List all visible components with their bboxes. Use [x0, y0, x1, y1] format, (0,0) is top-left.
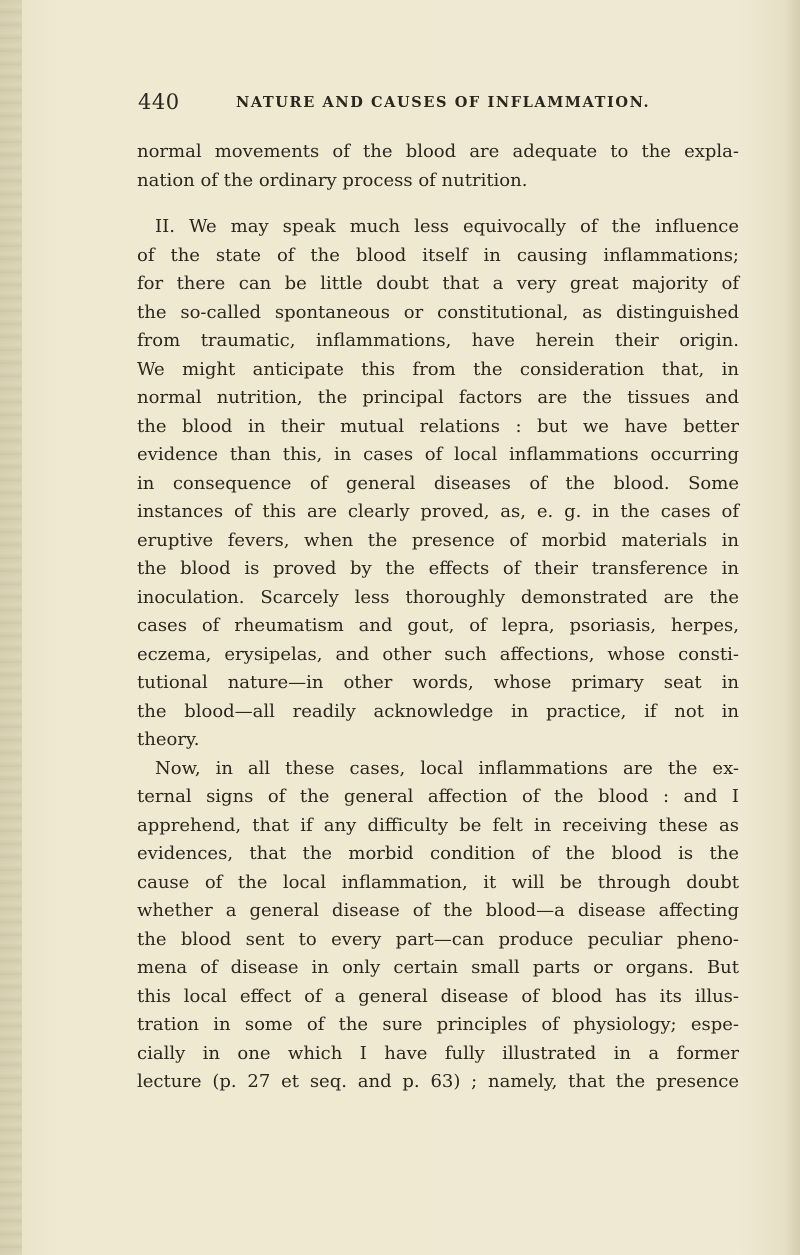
text-line: ternal signs of the general affection of the blood : and I [137, 786, 739, 807]
text-line: in consequence of general diseases of the blood. Some [137, 472, 739, 494]
text-line: cases of rheumatism and gout, of lepra, psoriasis, herpes, [137, 615, 739, 636]
text-line: the blood is proved by the effects of their transference in [137, 558, 739, 579]
text-line: the blood sent to every part—can produce peculiar pheno- [137, 928, 739, 950]
text-line: the so-called spontaneous or constitutional, as distinguished [137, 301, 739, 323]
text-line: tration in some of the sure principles of physiology; espe- [137, 1014, 739, 1035]
text-line: the blood—all readily acknowledge in practice, if not in [137, 700, 739, 722]
paragraph [137, 213, 739, 755]
text-line: apprehend, that if any difficulty be felt in receiving these as [137, 814, 739, 836]
page-header [138, 90, 738, 120]
text-line: cause of the local inflammation, it will be through doubt [137, 871, 739, 893]
text-line: Now, in all these cases, local inflammations are the ex- [155, 757, 739, 779]
text-line: instances of this are clearly proved, as, e. g. in the cases of [137, 501, 739, 522]
text-line: II. We may speak much less equivocally of the influence [155, 216, 739, 237]
paragraph-gap [137, 195, 739, 213]
text-line: normal movements of the blood are adequate to the expla- [137, 141, 739, 162]
paragraph [137, 138, 739, 195]
text-line: nation of the ordinary process of nutrition. [137, 169, 528, 191]
text-line: cially in one which I have fully illustrated in a former [137, 1042, 739, 1064]
text-line: normal nutrition, the principal factors are the tissues and [137, 387, 739, 408]
text-line: eczema, erysipelas, and other such affections, whose consti- [137, 643, 739, 665]
text-line: whether a general disease of the blood—a disease affecting [137, 900, 739, 921]
text-line: eruptive fevers, when the presence of morbid materials in [137, 529, 739, 551]
text-line: lecture (p. 27 et seq. and p. 63) ; namely, that the presence [137, 1071, 739, 1092]
page-number: 440 [138, 90, 180, 114]
text-line: of the state of the blood itself in causing inflammations; [137, 244, 739, 266]
text-line: for there can be little doubt that a very great majority of [137, 273, 739, 294]
page-binding-edge [0, 0, 22, 1255]
text-line: from traumatic, inflammations, have herein their origin. [137, 330, 739, 351]
text-line: evidence than this, in cases of local inflammations occurring [137, 444, 739, 465]
text-line: inoculation. Scarcely less thoroughly demonstrated are the [137, 586, 739, 608]
paragraph [137, 755, 739, 1097]
text-line: the blood in their mutual relations : but we have better [137, 415, 739, 437]
text-line: this local effect of a general disease of blood has its illus- [137, 985, 739, 1007]
body-text [137, 138, 739, 1097]
text-line: mena of disease in only certain small parts or organs. But [137, 957, 739, 978]
text-line: We might anticipate this from the consideration that, in [137, 358, 739, 380]
text-line: theory. [137, 729, 200, 750]
text-line: evidences, that the morbid condition of the blood is the [137, 843, 739, 864]
running-head: NATURE AND CAUSES OF INFLAMMATION. [236, 94, 651, 111]
text-line: tutional nature—in other words, whose primary seat in [137, 672, 739, 693]
